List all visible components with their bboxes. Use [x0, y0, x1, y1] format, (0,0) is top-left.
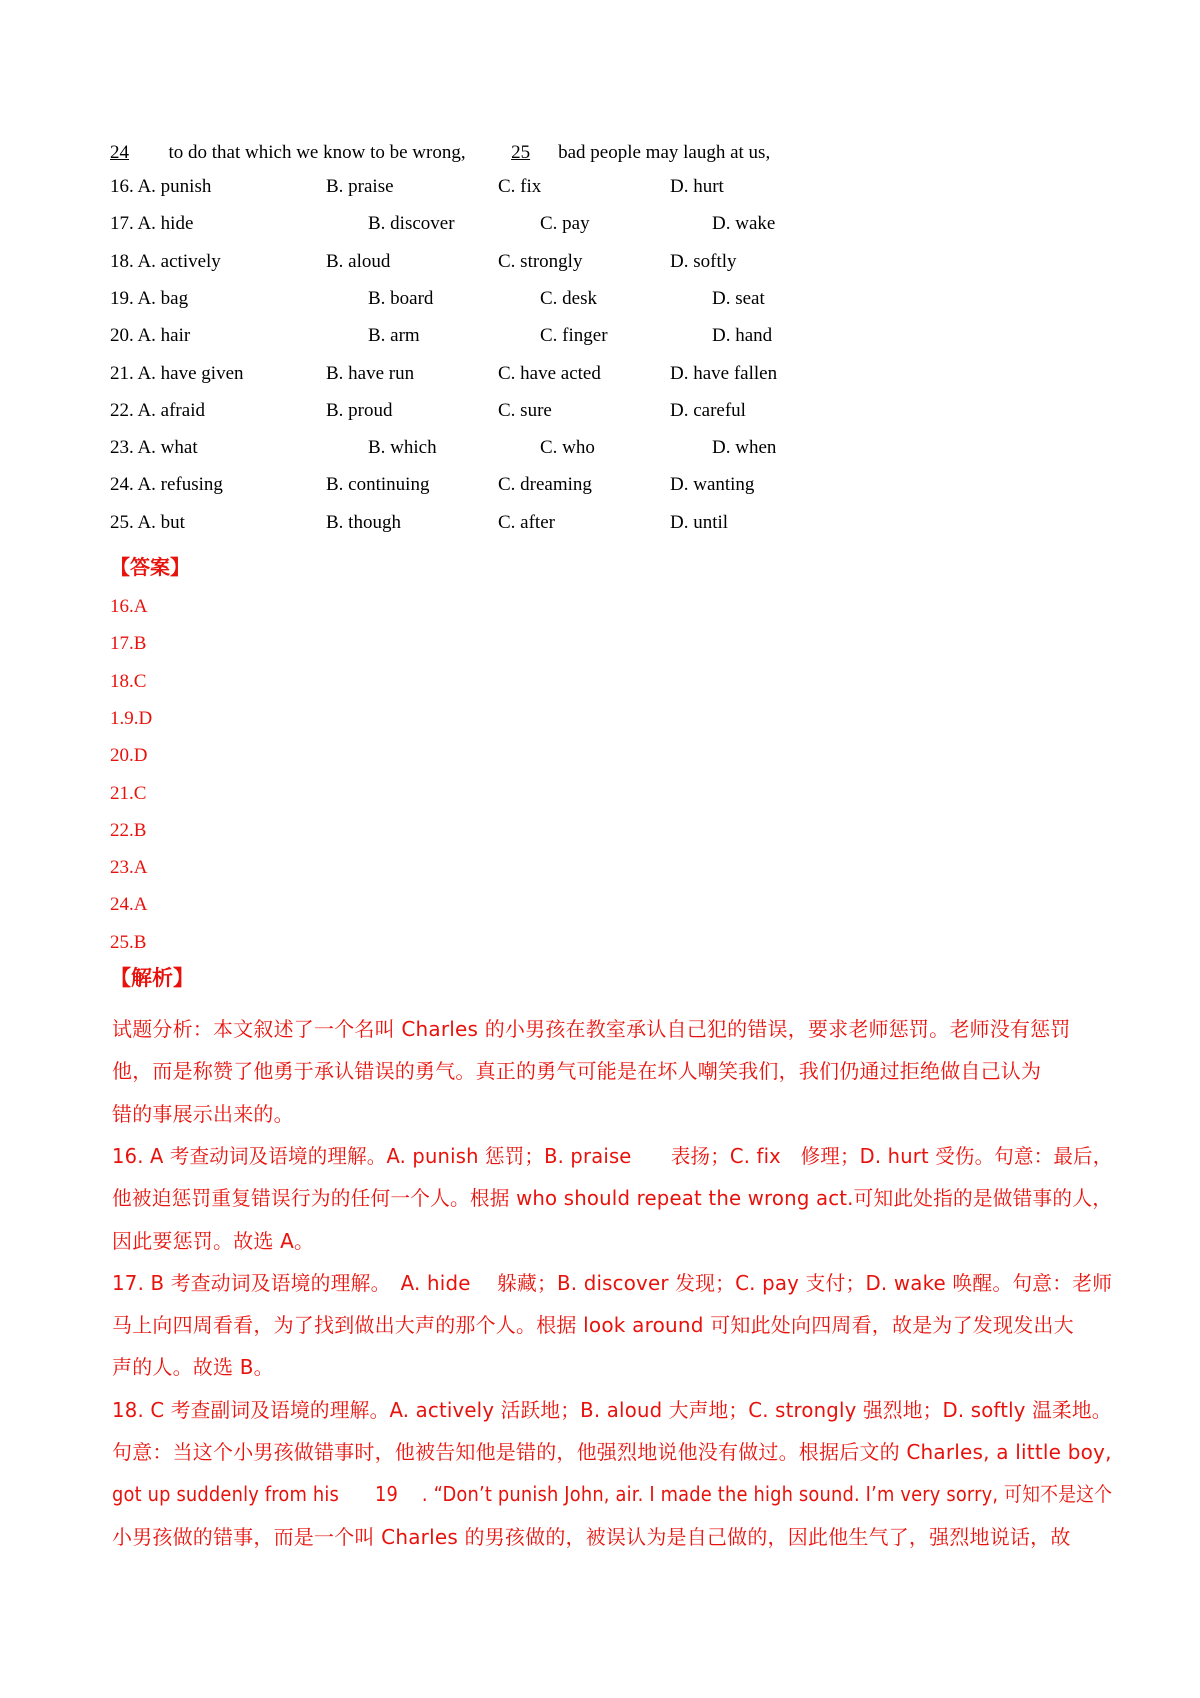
- explanation-line: 错的事展示出来的。: [112, 1101, 294, 1126]
- question-row: [110, 363, 1010, 397]
- blank-24: 24: [110, 142, 129, 163]
- answer-heading: 【答案】: [110, 555, 190, 579]
- question-number-option-a: 22. A. afraid: [110, 399, 205, 421]
- option-c: C. after: [498, 511, 555, 533]
- question-number-option-a: 17. A. hide: [110, 213, 194, 235]
- question-number-option-a: 16. A. punish: [110, 176, 212, 197]
- explanation-line: 声的人。故选 B。: [112, 1355, 274, 1380]
- option-c: C. strongly: [498, 250, 583, 272]
- answer-item: 22.B: [110, 819, 147, 841]
- option-d: D. when: [712, 437, 777, 459]
- question-number-option-a: 23. A. what: [110, 437, 198, 459]
- question-row: [110, 213, 1010, 247]
- question-row: [110, 400, 1010, 434]
- answer-item: 20.D: [110, 745, 148, 767]
- option-d: D. have fallen: [670, 362, 778, 384]
- question-number-option-a: 20. A. hair: [110, 325, 191, 347]
- option-d: D. wake: [712, 213, 776, 235]
- explanation-line: 17. B 考查动词及语境的理解。 A. hide 躲藏；B. discover 发现；C. pay 支付；D. wake 唤醒。句意：老师: [112, 1270, 1113, 1295]
- question-row: [110, 325, 1010, 359]
- option-d: D. careful: [670, 399, 746, 421]
- option-d: D. softly: [670, 250, 737, 272]
- passage-text-2: bad people may laugh at us,: [558, 142, 771, 163]
- question-number-option-a: 21. A. have given: [110, 362, 244, 384]
- explanation-line: 他，而是称赞了他勇于承认错误的勇气。真正的勇气可能是在坏人嘲笑我们，我们仍通过拒绝做自己认为: [112, 1059, 1042, 1084]
- answer-item: 17.B: [110, 633, 147, 655]
- question-row: [110, 176, 1010, 210]
- explanation-heading: 【解析】: [110, 966, 194, 990]
- explanation-line: got up suddenly from his 19 . “Don’t punish John, air. I made the high sound. I’m very sorry, 可知不是这个: [112, 1482, 1113, 1507]
- option-b: B. have run: [326, 362, 415, 384]
- explanation-line: 他被迫惩罚重复错误行为的任何一个人。根据 who should repeat the wrong act.可知此处指的是做错事的人，: [112, 1186, 1113, 1211]
- answer-item: 25.B: [110, 931, 147, 953]
- question-row: [110, 251, 1010, 285]
- answer-item: 1.9.D: [110, 707, 153, 729]
- question-number-option-a: 19. A. bag: [110, 287, 189, 309]
- question-number-option-a: 25. A. but: [110, 511, 185, 533]
- option-b: B. aloud: [326, 250, 391, 272]
- option-d: D. seat: [712, 287, 765, 309]
- option-c: C. sure: [498, 399, 552, 421]
- option-d: D. hand: [712, 325, 773, 347]
- option-c: C. dreaming: [498, 474, 592, 496]
- option-b: B. board: [368, 287, 434, 309]
- explanation-line: 句意：当这个小男孩做错事时，他被告知他是错的，他强烈地说他没有做过。根据后文的 Charles, a little boy,: [112, 1440, 1112, 1464]
- explanation-line: 因此要惩罚。故选 A。: [112, 1228, 315, 1253]
- option-c: C. pay: [540, 213, 590, 235]
- answer-item: 24.A: [110, 894, 148, 916]
- option-b: B. praise: [326, 176, 394, 197]
- option-b: B. continuing: [326, 474, 430, 496]
- question-number-option-a: 24. A. refusing: [110, 474, 223, 496]
- option-b: B. which: [368, 437, 437, 459]
- option-b: B. arm: [368, 325, 420, 347]
- question-row: [110, 437, 1010, 471]
- option-d: D. wanting: [670, 474, 755, 496]
- option-c: C. have acted: [498, 362, 601, 384]
- passage-text-1: to do that which we know to be wrong,: [168, 142, 466, 163]
- explanation-line: 18. C 考查副词及语境的理解。A. actively 活跃地；B. aloud 大声地；C. strongly 强烈地；D. softly 温柔地。: [112, 1397, 1112, 1422]
- option-b: B. proud: [326, 399, 393, 421]
- explanation-line: 马上向四周看看，为了找到做出大声的那个人。根据 look around 可知此处向四周看，故是为了发现发出大: [112, 1313, 1074, 1338]
- passage-tail-line: [110, 142, 770, 164]
- answer-item: 23.A: [110, 857, 148, 879]
- question-row: [110, 512, 1010, 546]
- explanation-line: 试题分析：本文叙述了一个名叫 Charles 的小男孩在教室承认自己犯的错误，要求老师惩罚。老师没有惩罚: [112, 1017, 1071, 1041]
- option-b: B. though: [326, 511, 401, 533]
- answer-item: 21.C: [110, 782, 147, 804]
- option-d: D. until: [670, 511, 729, 533]
- option-c: C. fix: [498, 176, 542, 197]
- option-c: C. who: [540, 437, 595, 459]
- explanation-line: 16. A 考查动词及语境的理解。A. punish 惩罚；B. praise 表扬；C. fix 修理；D. hurt 受伤。句意：最后，: [112, 1143, 1113, 1168]
- option-c: C. finger: [540, 325, 608, 347]
- answer-item: 18.C: [110, 670, 147, 692]
- option-b: B. discover: [368, 213, 455, 235]
- question-number-option-a: 18. A. actively: [110, 250, 221, 272]
- option-d: D. hurt: [670, 176, 724, 197]
- explanation-line: 小男孩做的错事，而是一个叫 Charles 的男孩做的，被误认为是自己做的，因此他生气了，强烈地说话，故: [112, 1524, 1071, 1549]
- blank-25: 25: [511, 142, 531, 163]
- answer-item: 16.A: [110, 596, 148, 617]
- question-row: [110, 474, 1010, 508]
- question-row: [110, 288, 1010, 322]
- option-c: C. desk: [540, 287, 597, 309]
